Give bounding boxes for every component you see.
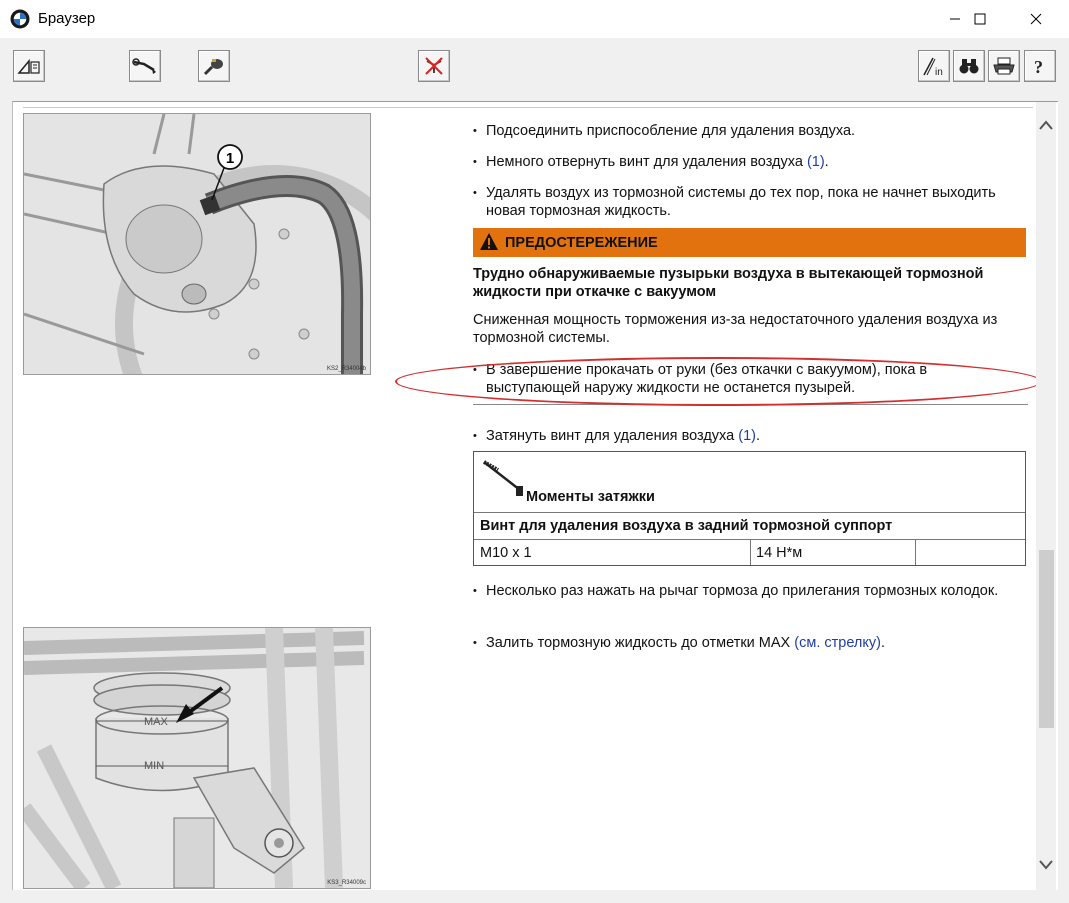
close-icon: [1030, 13, 1042, 25]
warning-body: Сниженная мощность торможения из-за недостаточного удаления воздуха из тормозной системы.: [473, 312, 998, 346]
max-label: MAX: [144, 716, 168, 728]
measure-button[interactable]: [13, 50, 45, 82]
figure-code: KS2_R34004b: [326, 366, 366, 372]
maximize-icon: [974, 13, 986, 25]
brake-caliper-illustration: [24, 114, 370, 374]
tool-button[interactable]: [198, 50, 230, 82]
title-bar: [0, 0, 1069, 39]
close-button[interactable]: [1013, 0, 1059, 38]
cancel-tool-icon: [423, 55, 445, 77]
list-item-text: В завершение прокачать от руки (без откачки с вакуумом), пока в выступающей наружу жидкости не останется пузырей.: [486, 362, 928, 396]
ref-link-1[interactable]: (1): [806, 154, 825, 170]
window-title: Браузер: [38, 10, 96, 27]
content-area: 1 KS2_R34004b MAX MIN KS3_R34009c • Подсоединить приспособление для удаления воздуха. • Немного отвернуть винт для удаления воздуха (1). • Удалять воздух из тормозной системы до тех пор, пока не начнет выходить новая тормозная жидкость. ПРЕДОСТЕРЕЖЕНИЕ Трудно обнаруживаемые пузырьки воздуха в вытекающей тормозной жидкости при откачке с вакуумом Сниженная мощность торможения из-за недостаточного удаления воздуха из тормозной системы. • В завершение прокачать от руки (без откачки с вакуумом), пока в выступающей наружу жидкости не останется пузырей. • Затянуть винт для удаления воздуха (1). Моменты затяжки Винт для удаления воздуха в задний тормозной суппорт M10 x 1 14 Н*м • Несколько раз нажать на рычаг тормоза до прилегания тормозных колодок. • Залить тормозную жидкость до отметки MAX (см. стрелку).: [12, 101, 1058, 890]
help-icon: [1031, 55, 1049, 77]
svg-text:?: ?: [1034, 57, 1043, 77]
bullet-icon: •: [473, 156, 477, 168]
bullet-icon: •: [473, 430, 477, 442]
bullet-icon: •: [473, 585, 477, 597]
torque-table: [473, 451, 1026, 566]
info-icon: [921, 55, 947, 77]
list-item-text: Немного отвернуть винт для удаления воздуха: [486, 154, 803, 170]
figure-code: KS3_R34009c: [327, 880, 366, 886]
callout-1: 1: [225, 150, 235, 167]
table-col-divider: [915, 539, 916, 565]
binoculars-icon: [958, 56, 980, 76]
reservoir-illustration: [24, 628, 370, 888]
wrench-icon: [132, 56, 158, 76]
toolbar: [0, 38, 1069, 100]
torque-title: Моменты затяжки: [526, 489, 655, 505]
table-cell-value: 14 Н*м: [756, 545, 803, 561]
scroll-down-icon[interactable]: [1039, 860, 1053, 870]
figure-brake-caliper: [23, 113, 371, 375]
cancel-tool-button[interactable]: [418, 50, 450, 82]
warning-heading: Трудно обнаруживаемые пузырьки воздуха в вытекающей тормозной жидкости при откачке с вакуумом: [473, 266, 984, 300]
annotation-ellipse: [395, 357, 1042, 406]
tool-icon: [202, 55, 226, 77]
ref-link-arrow[interactable]: (см. стрелку): [794, 635, 881, 651]
bullet-icon: •: [473, 637, 477, 649]
svg-text:in: in: [935, 67, 943, 77]
ref-link-1[interactable]: (1): [738, 428, 756, 444]
warning-title: ПРЕДОСТЕРЕЖЕНИЕ: [505, 235, 658, 251]
bullet-icon: •: [473, 125, 477, 137]
scroll-up-icon[interactable]: [1039, 120, 1053, 130]
header-divider: [23, 107, 1033, 108]
list-item-text: Подсоединить приспособление для удаления воздуха.: [486, 123, 856, 139]
warning-icon: [479, 232, 499, 251]
figure-brake-reservoir: [23, 627, 371, 889]
maximize-button[interactable]: [957, 0, 1003, 38]
print-button[interactable]: [988, 50, 1020, 82]
bmw-logo-icon: [10, 9, 30, 29]
measure-icon: [17, 56, 41, 76]
wrench-button[interactable]: [129, 50, 161, 82]
printer-icon: [992, 56, 1016, 76]
list-item-text: Удалять воздух из тормозной системы до тех пор, пока не начнет выходить новая тормозная жидкость.: [486, 185, 996, 219]
list-item-text: Залить тормозную жидкость до отметки MAX: [486, 635, 791, 651]
warning-bar: [473, 228, 1026, 257]
table-col-divider: [750, 539, 751, 565]
bullet-icon: •: [473, 364, 477, 376]
min-label: MIN: [144, 760, 165, 772]
vertical-scrollbar[interactable]: [1036, 102, 1056, 890]
list-item-text: Несколько раз нажать на рычаг тормоза до прилегания тормозных колодок.: [486, 583, 999, 599]
table-divider: [474, 512, 1025, 513]
search-button[interactable]: [953, 50, 985, 82]
list-item-text: Затянуть винт для удаления воздуха: [486, 428, 735, 444]
bullet-icon: •: [473, 187, 477, 199]
table-cell-thread: M10 x 1: [480, 545, 532, 561]
scroll-thumb[interactable]: [1039, 550, 1054, 728]
torque-heading: Винт для удаления воздуха в задний тормозной суппорт: [480, 518, 893, 534]
info-button[interactable]: [918, 50, 950, 82]
torque-wrench-icon: [482, 458, 526, 500]
help-button[interactable]: [1024, 50, 1056, 82]
